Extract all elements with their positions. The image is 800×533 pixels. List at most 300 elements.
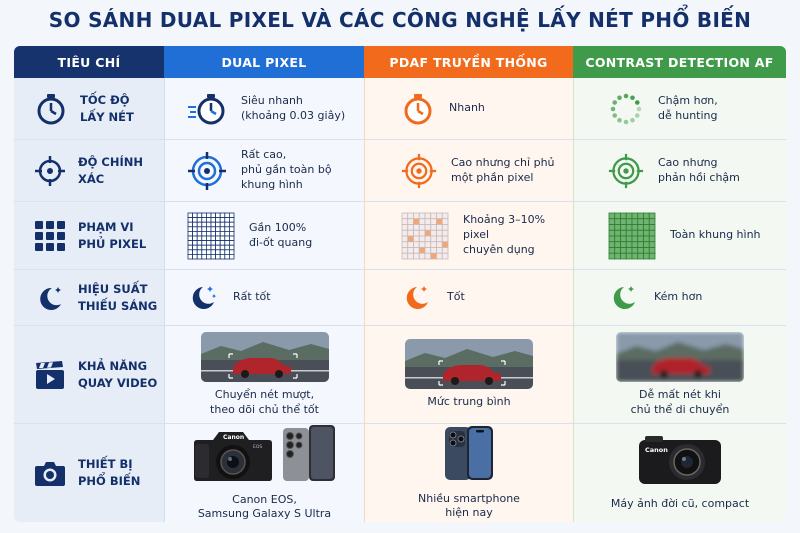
pixel-cell [225,217,230,222]
pixel-cell [414,218,420,224]
pixel-cell [229,226,234,231]
dual-video-cell [164,326,364,424]
spinner-dot [624,119,629,124]
pdaf-speed-cell [364,78,573,140]
loading-spinner-icon [608,91,644,127]
spinner-dot [612,100,617,105]
pixel-cell [431,241,437,247]
pixel-cell [211,249,216,254]
pixel-cell [211,236,216,241]
spinner-dot [617,117,622,122]
pixel-cell [206,213,211,218]
pixel-cell [431,224,437,230]
pixel-cell [408,213,414,219]
pixel-grid-icon [187,212,235,260]
pixel-cell [626,230,632,236]
pixel-cell [225,240,230,245]
cdaf-lowlight-cell [573,270,786,326]
pixel-cell [644,253,650,259]
pixel-cell [229,236,234,241]
pixel-cell [225,213,230,218]
pixel-cell [408,236,414,242]
criteria-video-line2: QUAY VIDEO [78,375,158,390]
pixel-cell [626,224,632,230]
pixel-cell [402,236,408,242]
pixel-cell [206,236,211,241]
pixel-cell [408,224,414,230]
pixel-cell [437,218,443,224]
pixel-cell [202,226,207,231]
target-icon [401,153,437,189]
pixel-cell [216,231,221,236]
pixel-cell [644,241,650,247]
dual-devices-l1: Canon EOS, [232,492,297,506]
pdaf-lowlight-cell [364,270,573,326]
pixel-cell [402,247,408,253]
pixel-cell [402,224,408,230]
pixel-cell [621,218,627,224]
pixel-cell [408,230,414,236]
pixel-cell [437,247,443,253]
pixel-cell [188,249,193,254]
pixel-cell [626,241,632,247]
pixel-cell [216,217,221,222]
cdaf-video-cell [573,326,786,424]
pixel-cell [408,247,414,253]
pdaf-coverage-l1: Khoảng 3–10% [463,213,546,227]
pixel-cell [431,247,437,253]
header-pdaf: PDAF TRUYỀN THỐNG [364,46,573,78]
pixel-cell [193,245,198,250]
target-icon [187,151,227,191]
pixel-cell [644,236,650,242]
samsung-galaxy-phones-image [281,424,337,487]
criteria-coverage-line1: PHẠM VI [78,219,134,234]
pixel-cell [609,241,615,247]
car-photo-blurry [616,332,744,382]
pixel-cell [644,230,650,236]
criteria-coverage-line2: PHỦ PIXEL [78,236,147,251]
pixel-cell [609,247,615,253]
pixel-cell [419,247,425,253]
dual-devices-cell [164,424,364,522]
pixel-cell [442,224,448,230]
dslr-camera-image [193,426,273,487]
pixel-cell [609,218,615,224]
pixel-cell [197,217,202,222]
pixel-cell [197,213,202,218]
spinner-dot [611,106,616,111]
cdaf-accuracy-l1: Cao nhưng [658,155,718,169]
pixel-cell [414,236,420,242]
pixel-cell [408,218,414,224]
pdaf-lowlight-text: Tốt [447,290,465,304]
pixel-cell [419,253,425,259]
pixel-cell [644,213,650,219]
pixel-cell [211,231,216,236]
pixel-cell [216,240,221,245]
pixel-cell [626,213,632,219]
header-contrast-af: CONTRAST DETECTION AF [573,46,786,78]
pixel-cell [188,245,193,250]
spinner-dot [617,95,622,100]
pixel-cell [638,218,644,224]
pixel-cell [402,253,408,259]
cdaf-speed-l1: Chậm hơn, [658,93,718,107]
pixel-cell [414,253,420,259]
pixel-cell [414,224,420,230]
pixel-cell [425,247,431,253]
pixel-cell [211,213,216,218]
pixel-cell [442,236,448,242]
pdaf-accuracy-l1: Cao nhưng chỉ phủ [451,155,555,169]
pixel-cell [229,213,234,218]
pixel-cell [193,249,198,254]
criteria-speed-line1: TỐC ĐỘ [80,92,130,107]
pixel-cell [431,218,437,224]
dual-video-l2: theo dõi chủ thể tốt [210,402,319,416]
moon-icon [608,282,640,314]
pixel-cell [202,217,207,222]
moon-icon [187,282,219,314]
pixel-cell [638,213,644,219]
pixel-cell [626,247,632,253]
pixel-cell [402,218,408,224]
criteria-speed-line2: LẤY NÉT [80,109,134,124]
pixel-cell [419,236,425,242]
stopwatch-icon [34,92,68,126]
pixel-cell [442,218,448,224]
pixel-cell [188,240,193,245]
dual-accuracy-cell [164,140,364,202]
dual-accuracy-l2: phủ gần toàn bộ [241,163,332,177]
pixel-cell [649,247,655,253]
pixel-cell [632,224,638,230]
pixel-cell [442,213,448,219]
car-photo-sharp [201,332,329,382]
pixel-cell [206,217,211,222]
spinner-dot [635,100,640,105]
pixel-cell [425,241,431,247]
pixel-cell [197,249,202,254]
dual-coverage-l2: đi-ốt quang [249,235,313,249]
canon-logo: Canon [222,433,244,441]
header-criteria: TIÊU CHÍ [14,46,164,78]
pixel-cell [197,231,202,236]
spinner-dot [612,113,617,118]
pdaf-devices-l1: Nhiều smartphone [418,491,520,505]
pixel-cell [638,224,644,230]
spinner-dot [635,113,640,118]
dual-speed-cell [164,78,364,140]
moon-icon [34,282,66,314]
pixel-cell [425,236,431,242]
pixel-cell [225,254,230,259]
pixel-cell [188,213,193,218]
pixel-cell [188,217,193,222]
pixel-cell [216,245,221,250]
pixel-cell [638,230,644,236]
pdaf-accuracy-l2: một phần pixel [451,170,534,184]
pixel-cell [431,230,437,236]
pixel-cell [193,254,198,259]
pixel-cell [621,213,627,219]
pixel-cell [225,245,230,250]
criteria-video [14,326,164,424]
pixel-cell [425,224,431,230]
pixel-cell [197,226,202,231]
pixel-cell [225,231,230,236]
pixel-cell [220,213,225,218]
pixel-cell [632,247,638,253]
criteria-accuracy [14,140,164,202]
pixel-cell [206,240,211,245]
pixel-cell [615,247,621,253]
pixel-cell [437,213,443,219]
pixel-cell [211,222,216,227]
pixel-cell [206,245,211,250]
pixel-cell [414,247,420,253]
dual-accuracy-l1: Rất cao, [241,148,287,162]
cdaf-devices-text: Máy ảnh đời cũ, compact [610,497,750,510]
pixel-cell [419,241,425,247]
pixel-cell [229,249,234,254]
pixel-cell [211,226,216,231]
pixel-cell [211,217,216,222]
spinner-dot [637,106,642,111]
pixel-cell [216,226,221,231]
pixel-cell [216,254,221,259]
pixel-cell [193,217,198,222]
dual-accuracy-l3: khung hình [241,177,303,191]
pixel-cell [188,231,193,236]
pixel-cell [202,245,207,250]
pixel-cell [632,253,638,259]
pixel-cell [419,224,425,230]
pixel-cell [197,240,202,245]
pixel-cell [419,230,425,236]
eos-logo: EOS [252,444,262,450]
car-photo-sharp [405,339,533,389]
page-title: SO SÁNH DUAL PIXEL VÀ CÁC CÔNG NGHỆ LẤY NÉT PHỔ BIẾN [48,8,752,32]
pixel-cell [402,241,408,247]
dual-lowlight-text: Rất tốt [233,290,271,304]
pixel-cell [220,217,225,222]
pixel-cell [621,241,627,247]
pixel-cell [649,253,655,259]
pixel-cell [188,254,193,259]
pixel-cell [202,240,207,245]
spinner-dot [630,95,635,100]
criteria-accuracy-label: ĐỘ CHÍNH XÁC [78,154,144,186]
pixel-cell [425,230,431,236]
target-icon [608,153,644,189]
pixel-cell [202,254,207,259]
moon-icon [401,282,433,314]
pixel-cell [188,222,193,227]
pixel-cell [414,213,420,219]
pixel-cell [216,213,221,218]
pixel-cell [615,236,621,242]
compact-camera-image [637,434,723,491]
cdaf-speed-l2: dễ hunting [658,108,718,122]
pixel-cell [229,254,234,259]
cdaf-speed-cell [573,78,786,140]
pixel-cell [193,240,198,245]
pixel-cell [649,224,655,230]
pixel-cell [193,236,198,241]
pdaf-accuracy-cell [364,140,573,202]
pixel-cell [193,213,198,218]
cdaf-coverage-cell [573,202,786,270]
criteria-coverage [14,202,164,270]
pixel-cell [229,217,234,222]
pixel-cell [211,240,216,245]
pixel-cell [431,213,437,219]
pixel-cell [437,230,443,236]
pixel-cell [609,253,615,259]
pixel-cell [644,224,650,230]
pdaf-coverage-l2: pixel [463,228,490,242]
pixel-cell [220,222,225,227]
pixel-cell [414,241,420,247]
pixel-cell [609,236,615,242]
pixel-cell [216,249,221,254]
criteria-video-line1: KHẢ NĂNG [78,358,148,373]
pixel-cell [197,254,202,259]
pixel-cell [609,213,615,219]
pixel-cell [621,224,627,230]
pixel-cell [414,230,420,236]
pixel-cell [644,218,650,224]
spinner-dot [624,93,629,98]
pixel-cell [442,230,448,236]
header-dual-pixel: DUAL PIXEL [164,46,364,78]
pixel-cell [638,247,644,253]
clapperboard-icon [34,359,66,391]
pdaf-devices-cell [364,424,573,522]
pixel-cell [211,245,216,250]
pixel-cell [632,236,638,242]
pixel-cell [425,218,431,224]
pixel-cell [615,241,621,247]
pixel-cell [229,222,234,227]
dual-video-l1: Chuyển nét mượt, [214,387,315,401]
pixel-cell [225,222,230,227]
grid-icon [34,220,66,252]
pixel-cell [626,236,632,242]
pixel-cell [431,236,437,242]
pixel-cell [649,236,655,242]
pixel-cell [615,253,621,259]
pixel-cell [621,247,627,253]
pixel-cell [621,236,627,242]
pixel-cell [193,231,198,236]
pixel-cell [437,241,443,247]
pixel-cell [609,230,615,236]
camera-icon [34,459,66,487]
pixel-cell [229,240,234,245]
pixel-cell [220,236,225,241]
pdaf-video-text: Mức trung bình [427,395,511,409]
pdaf-devices-l2: hiện nay [445,506,493,520]
pixel-cell [206,249,211,254]
pixel-cell [437,253,443,259]
criteria-lowlight-line2: THIẾU SÁNG [78,298,158,313]
pixel-cell [402,213,408,219]
dual-speed-l1: Siêu nhanh [241,93,303,107]
smartphone-image [441,425,497,486]
cdaf-accuracy-l2: phản hồi chậm [658,170,740,184]
pixel-cell [609,224,615,230]
pixel-cell [615,230,621,236]
pixel-cell [197,222,202,227]
dual-lowlight-cell [164,270,364,326]
pixel-cell [197,245,202,250]
cdaf-video-l2: chủ thể di chuyển [630,402,730,416]
pixel-cell [193,226,198,231]
dual-coverage-cell [164,202,364,270]
pixel-cell [220,245,225,250]
pixel-cell [632,213,638,219]
pixel-cell [202,213,207,218]
pixel-cell [206,231,211,236]
pixel-cell [621,253,627,259]
criteria-devices [14,424,164,522]
pixel-cell [442,247,448,253]
cdaf-accuracy-cell [573,140,786,202]
pixel-cell [632,230,638,236]
pixel-cell [206,254,211,259]
pixel-cell [632,218,638,224]
criteria-lowlight [14,270,164,326]
pdaf-speed-text: Nhanh [449,101,485,115]
dual-speed-l2: (khoảng 0.03 giây) [241,108,346,122]
pixel-cell [649,241,655,247]
pixel-cell [220,231,225,236]
comparison-table [14,46,786,524]
pixel-cell [216,236,221,241]
pixel-cell [220,254,225,259]
pixel-cell [644,247,650,253]
pixel-cell [229,245,234,250]
pixel-cell [649,218,655,224]
cdaf-devices-cell [573,424,786,522]
criteria-devices-line2: PHỔ BIẾN [78,474,141,488]
target-icon [34,155,66,187]
dual-devices-l2: Samsung Galaxy S Ultra [197,507,332,521]
canon-logo: Canon [645,446,668,455]
pixel-cell [626,218,632,224]
pixel-cell [220,240,225,245]
dual-coverage-l1: Gần 100% [249,220,307,234]
pixel-cell [419,213,425,219]
pixel-cell [202,222,207,227]
pixel-cell [211,254,216,259]
pdaf-coverage-cell [364,202,573,270]
pixel-cell [615,224,621,230]
pixel-cell [225,249,230,254]
pixel-cell [442,241,448,247]
pixel-cell [638,253,644,259]
pixel-cell [437,224,443,230]
stopwatch-icon [187,91,227,127]
cdaf-coverage-text: Toàn khung hình [670,228,761,242]
pixel-cell [216,222,221,227]
pixel-cell [206,222,211,227]
spinner-dot [630,117,635,122]
pdaf-video-cell [364,326,573,424]
